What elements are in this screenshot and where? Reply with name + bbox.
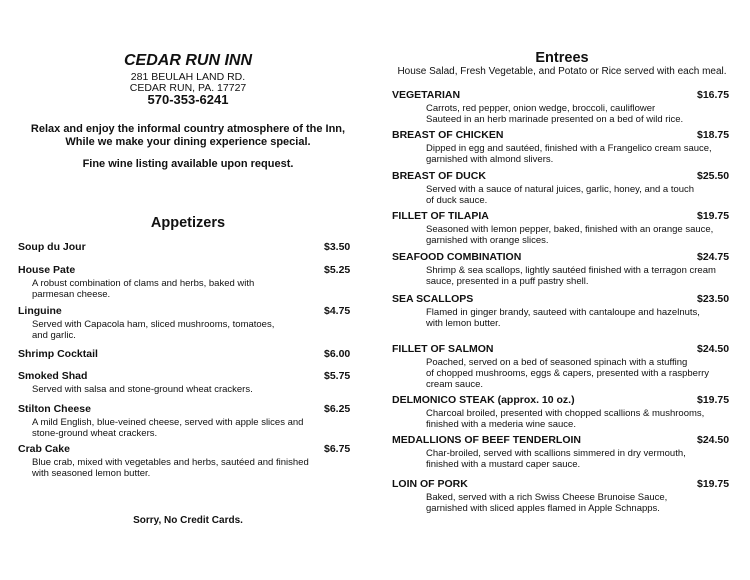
item-price: $5.75: [324, 370, 351, 382]
menu-item: [392, 251, 732, 287]
item-description: [392, 492, 732, 514]
intro-line-2: While we make your dining experience special.: [65, 136, 311, 148]
credit-card-note: Sorry, No Credit Cards.: [133, 515, 243, 526]
description-line: Blue crab, mixed with vegetables and herbs, sautéed and finished: [32, 457, 309, 468]
item-name: SEAFOOD COMBINATION: [392, 251, 522, 263]
item-description: [18, 417, 348, 439]
item-description: [392, 307, 732, 329]
description-line: Served with salsa and stone-ground wheat crackers.: [32, 384, 253, 395]
item-name: House Pate: [18, 264, 76, 276]
description-line: Flamed in ginger brandy, sauteed with cantaloupe and hazelnuts,: [426, 307, 700, 318]
description-line: garnished with almond slivers.: [426, 154, 554, 165]
item-description: [392, 408, 732, 430]
item-description: [392, 184, 732, 206]
menu-item: [18, 305, 351, 341]
menu-item: [392, 129, 732, 165]
description-line: Served with Capacola ham, sliced mushrooms, tomatoes,: [32, 319, 275, 330]
description-line: Served with a sauce of natural juices, garlic, honey, and a touch: [426, 184, 695, 195]
item-description: [392, 143, 732, 165]
item-name: BREAST OF DUCK: [392, 170, 486, 182]
menu-item: [18, 370, 351, 395]
item-name: DELMONICO STEAK (approx. 10 oz.): [392, 394, 575, 406]
item-name: Stilton Cheese: [18, 403, 91, 415]
item-price: $6.00: [324, 348, 351, 360]
item-name: Shrimp Cocktail: [18, 348, 98, 360]
description-line: garnished with orange slices.: [426, 235, 549, 246]
description-line: A mild English, blue-veined cheese, served with apple slices and: [32, 417, 304, 428]
item-description: [392, 224, 732, 246]
item-description: [392, 448, 732, 470]
description-line: of duck sauce.: [426, 195, 488, 206]
menu-item: [392, 210, 732, 246]
phone-number: 570-353-6241: [147, 92, 229, 107]
menu-item: [18, 241, 351, 253]
item-price: $6.75: [324, 443, 351, 455]
menu-item: [18, 264, 351, 300]
intro-line-1: Relax and enjoy the informal country atmosphere of the Inn,: [30, 123, 346, 135]
item-name: Linguine: [18, 305, 62, 317]
description-line: Carrots, red pepper, onion wedge, broccoli, cauliflower: [426, 103, 656, 114]
item-price: $18.75: [697, 129, 730, 141]
address-line-1: 281 BEULAH LAND RD.: [130, 71, 246, 83]
item-description: [392, 357, 732, 390]
description-line: Char-broiled, served with scallions simmered in dry vermouth,: [426, 448, 686, 459]
description-line: Baked, served with a rich Swiss Cheese Brunoise Sauce,: [426, 492, 668, 503]
menu-item: [392, 293, 732, 329]
item-name: Smoked Shad: [18, 370, 88, 382]
item-price: $16.75: [697, 89, 730, 101]
item-price: $3.50: [324, 241, 351, 253]
item-price: $19.75: [697, 394, 730, 406]
description-line: and garlic.: [32, 330, 76, 341]
item-name: SEA SCALLOPS: [392, 293, 474, 305]
address-line-2: CEDAR RUN, PA. 17727: [129, 82, 247, 94]
item-price: $24.50: [697, 434, 730, 446]
item-name: FILLET OF TILAPIA: [392, 210, 489, 222]
item-description: [392, 265, 732, 287]
description-line: with lemon butter.: [426, 318, 501, 329]
description-line: stone-ground wheat crackers.: [32, 428, 158, 439]
description-line: Dipped in egg and sautéed, finished with a Frangelico cream sauce,: [426, 143, 712, 154]
menu-item: [392, 394, 732, 430]
description-line: Seasoned with lemon pepper, baked, finished with an orange sauce,: [426, 224, 714, 235]
item-name: Soup du Jour: [18, 241, 86, 253]
entrees-title: Entrees: [535, 50, 589, 66]
inn-name: CEDAR RUN INN: [124, 52, 252, 69]
item-price: $23.50: [697, 293, 730, 305]
item-price: $6.25: [324, 403, 351, 415]
description-line: A robust combination of clams and herbs, baked with: [32, 278, 255, 289]
item-description: [392, 103, 732, 125]
description-line: with seasoned lemon butter.: [32, 468, 151, 479]
menu-item: [392, 434, 732, 470]
description-line: finished with a mustard caper sauce.: [426, 459, 581, 470]
description-line: Sauteed in an herb marinade presented on a bed of wild rice.: [426, 114, 684, 125]
item-name: BREAST OF CHICKEN: [392, 129, 504, 141]
description-line: garnished with sliced apples flamed in Apple Schnapps.: [426, 503, 660, 514]
item-price: $24.50: [697, 343, 730, 355]
wine-note: Fine wine listing available upon request.: [82, 158, 294, 170]
item-price: $4.75: [324, 305, 351, 317]
appetizers-title: Appetizers: [150, 215, 226, 231]
item-name: Crab Cake: [18, 443, 70, 455]
item-name: LOIN OF PORK: [392, 478, 468, 490]
menu-item: [18, 348, 351, 360]
item-price: $19.75: [697, 478, 730, 490]
item-price: $5.25: [324, 264, 351, 276]
description-line: finished with a mederia wine sauce.: [426, 419, 576, 430]
menu-item: [392, 89, 732, 125]
description-line: Shrimp & sea scallops, lightly sautéed finished with a terragon cream: [426, 265, 716, 276]
description-line: Charcoal broiled, presented with chopped scallions & mushrooms,: [426, 408, 705, 419]
description-line: of chopped mushrooms, eggs & capers, presented with a raspberry: [426, 368, 710, 379]
description-line: Poached, served on a bed of seasoned spinach with a stuffing: [426, 357, 688, 368]
description-line: cream sauce.: [426, 379, 484, 390]
item-description: [18, 278, 348, 300]
menu-item: [392, 170, 732, 206]
item-name: VEGETARIAN: [392, 89, 461, 101]
item-description: [18, 384, 348, 395]
item-description: [18, 319, 348, 341]
item-description: [18, 457, 348, 479]
menu-item: [18, 403, 351, 439]
description-line: sauce, presented in a puff pastry shell.: [426, 276, 589, 287]
entrees-subtitle: House Salad, Fresh Vegetable, and Potato or Rice served with each meal.: [397, 66, 727, 77]
item-price: $24.75: [697, 251, 730, 263]
menu-item: [18, 443, 351, 479]
menu-item: [392, 343, 732, 390]
item-name: MEDALLIONS OF BEEF TENDERLOIN: [392, 434, 581, 446]
menu-item: [392, 478, 732, 514]
item-price: $19.75: [697, 210, 730, 222]
description-line: parmesan cheese.: [32, 289, 111, 300]
item-price: $25.50: [697, 170, 730, 182]
item-name: FILLET OF SALMON: [392, 343, 494, 355]
